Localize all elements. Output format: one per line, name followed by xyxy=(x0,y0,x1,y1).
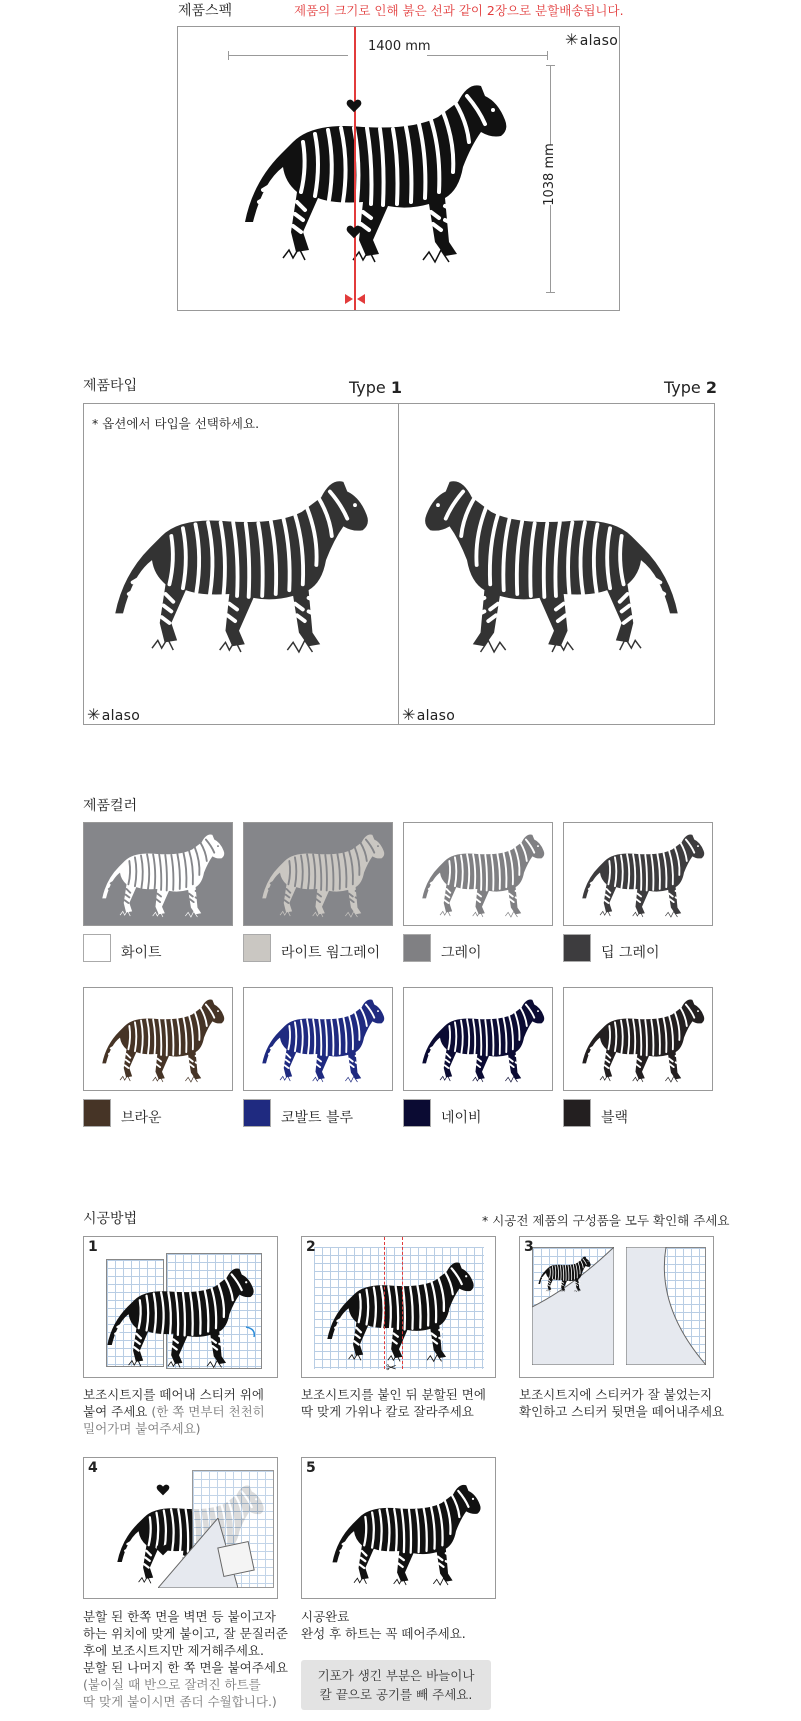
step-2-number: 2 xyxy=(306,1239,316,1255)
heart-marker-icon xyxy=(346,99,362,113)
zebra-type1-illustration xyxy=(94,454,384,676)
zebra-step1-illustration xyxy=(94,1261,264,1373)
color-thumbnail xyxy=(563,822,713,926)
step-5-line2: 완성 후 하트는 꼭 떼어주세요. xyxy=(301,1626,466,1641)
step-3-number: 3 xyxy=(524,1239,534,1255)
step-4-line2: 하는 위치에 맞게 붙이고, 잘 문질러준 xyxy=(83,1626,288,1641)
curved-arrow-icon xyxy=(244,1325,258,1339)
step-3-line2: 확인하고 스티커 뒷면을 떼어내주세요 xyxy=(519,1404,725,1419)
zebra-type2-illustration xyxy=(409,454,699,676)
color-swatch xyxy=(243,1099,271,1127)
step-5-image xyxy=(301,1457,496,1599)
color-name: 코발트 블루 xyxy=(281,1110,354,1126)
color-thumbnail xyxy=(403,987,553,1091)
type1-label xyxy=(349,378,402,397)
cut-line xyxy=(402,1237,403,1369)
heart-marker-icon xyxy=(346,225,362,239)
step-2-line1: 보조시트지를 붙인 뒤 분할된 면에 xyxy=(301,1387,486,1402)
zebra-color-illustration xyxy=(412,827,552,923)
bubble-tip-line2: 칼 끝으로 공기를 빼 주세요. xyxy=(319,1687,473,1702)
type-title: 제품타입 xyxy=(83,378,138,394)
step-5-number: 5 xyxy=(306,1460,316,1476)
step-1-text xyxy=(83,1386,293,1437)
step-5-text xyxy=(301,1608,511,1642)
type1-number: 1 xyxy=(390,378,402,397)
heart-icon xyxy=(156,1544,170,1556)
color-swatch xyxy=(83,934,111,962)
split-delivery-note: 제품의 크기로 인해 붉은 선과 같이 2장으로 분할배송됩니다. xyxy=(294,3,624,18)
step-1-sub2: (한 쪽 면부터 천천히 xyxy=(147,1404,265,1419)
zebra-color-illustration xyxy=(572,827,712,923)
zebra-color-illustration xyxy=(412,992,552,1088)
scissors-icon: ✂ xyxy=(386,1361,397,1376)
zebra-color-illustration xyxy=(572,992,712,1088)
peeled-sheet-right xyxy=(626,1247,706,1365)
bubble-tip xyxy=(301,1660,491,1710)
option-note: * 옵션에서 타입을 선택하세요. xyxy=(92,416,260,431)
step-2-image xyxy=(301,1236,496,1378)
step-1-number: 1 xyxy=(88,1239,98,1255)
color-thumbnail xyxy=(83,987,233,1091)
height-dimension-line xyxy=(550,205,551,293)
color-swatch xyxy=(563,1099,591,1127)
height-dimension-line xyxy=(550,65,551,145)
color-swatch xyxy=(243,934,271,962)
color-name: 블랙 xyxy=(601,1110,629,1126)
height-dimension-tick xyxy=(546,292,555,293)
color-name: 네이비 xyxy=(441,1110,482,1126)
spec-title: 제품스펙 xyxy=(178,3,233,19)
zebra-color-illustration xyxy=(92,827,232,923)
split-line xyxy=(354,27,356,311)
step-3-image xyxy=(519,1236,714,1378)
type-frame xyxy=(83,403,715,725)
step-4-number: 4 xyxy=(88,1460,98,1476)
type2-prefix: Type xyxy=(664,378,701,397)
step-4-sub6: 딱 맞게 붙이시면 좀더 수월합니다.) xyxy=(83,1694,277,1709)
type2-label xyxy=(664,378,717,397)
color-swatch xyxy=(403,934,431,962)
color-thumbnail xyxy=(243,987,393,1091)
type2-logo: ✳alaso xyxy=(402,705,456,724)
type2-logo-text: alaso xyxy=(416,708,456,724)
color-title: 제품컬러 xyxy=(83,798,138,814)
color-swatch xyxy=(83,1099,111,1127)
zebra-spec-illustration xyxy=(223,67,523,277)
color-name: 라이트 웜그레이 xyxy=(281,945,381,961)
type-divider xyxy=(398,404,399,725)
zebra-color-illustration xyxy=(252,992,392,1088)
cut-line xyxy=(384,1237,385,1369)
split-arrows-icon xyxy=(343,293,367,305)
brand-logo-text: alaso xyxy=(579,33,619,49)
color-name: 그레이 xyxy=(441,945,482,961)
color-name: 딥 그레이 xyxy=(601,945,660,961)
zebra-step3-illustration xyxy=(534,1249,594,1299)
width-dimension-tick xyxy=(228,51,229,60)
width-label: 1400 mm xyxy=(368,39,431,54)
step-2-line2: 딱 맞게 가위나 칼로 잘라주세요 xyxy=(301,1404,474,1419)
height-dimension-tick xyxy=(546,65,555,66)
type1-prefix: Type xyxy=(349,378,386,397)
type1-logo: ✳alaso xyxy=(87,705,141,724)
step-1-image xyxy=(83,1236,278,1378)
step-4-line3: 후에 보조시트지만 제거해주세요. xyxy=(83,1643,264,1658)
type1-logo-text: alaso xyxy=(101,708,141,724)
width-dimension-line xyxy=(228,55,348,56)
color-thumbnail xyxy=(403,822,553,926)
color-swatch xyxy=(403,1099,431,1127)
step-5-line1: 시공완료 xyxy=(301,1609,350,1624)
color-swatch xyxy=(563,934,591,962)
zebra-color-illustration xyxy=(252,827,392,923)
zebra-step2-illustration xyxy=(314,1255,484,1367)
brand-logo: ✳alaso xyxy=(565,30,619,49)
height-label: 1038 mm xyxy=(541,143,557,206)
step-2-text xyxy=(301,1386,511,1420)
step-4-sub5: (붙이실 때 반으로 잘려진 하트를 xyxy=(83,1677,261,1692)
heart-icon xyxy=(156,1484,170,1496)
step-1-sub3: 밀어가며 붙여주세요) xyxy=(83,1421,201,1436)
step-4-text xyxy=(83,1608,293,1710)
step-3-text xyxy=(519,1386,729,1420)
zebra-step5-illustration xyxy=(320,1476,490,1592)
width-dimension-line xyxy=(427,55,547,56)
type2-number: 2 xyxy=(705,378,717,397)
install-title: 시공방법 xyxy=(83,1211,138,1227)
color-thumbnail xyxy=(83,822,233,926)
spec-frame xyxy=(177,26,620,311)
width-dimension-tick xyxy=(547,51,548,60)
step-4-line4: 분할 된 나머지 한 쪽 면을 붙여주세요 xyxy=(83,1660,288,1675)
color-thumbnail xyxy=(563,987,713,1091)
color-name: 화이트 xyxy=(121,945,162,961)
bubble-tip-line1: 기포가 생긴 부분은 바늘이나 xyxy=(317,1668,475,1683)
step-4-image xyxy=(83,1457,278,1599)
install-note: * 시공전 제품의 구성품을 모두 확인해 주세요 xyxy=(482,1213,730,1228)
color-name: 브라운 xyxy=(121,1110,162,1126)
zebra-color-illustration xyxy=(92,992,232,1088)
step-3-line1: 보조시트지에 스티커가 잘 붙었는지 xyxy=(519,1387,713,1402)
step-1-line2: 붙여 주세요 xyxy=(83,1404,148,1419)
step-1-line1: 보조시트지를 떼어내 스티커 위에 xyxy=(83,1387,264,1402)
color-thumbnail xyxy=(243,822,393,926)
step-4-line1: 분할 된 한쪽 면을 벽면 등 붙이고자 xyxy=(83,1609,276,1624)
